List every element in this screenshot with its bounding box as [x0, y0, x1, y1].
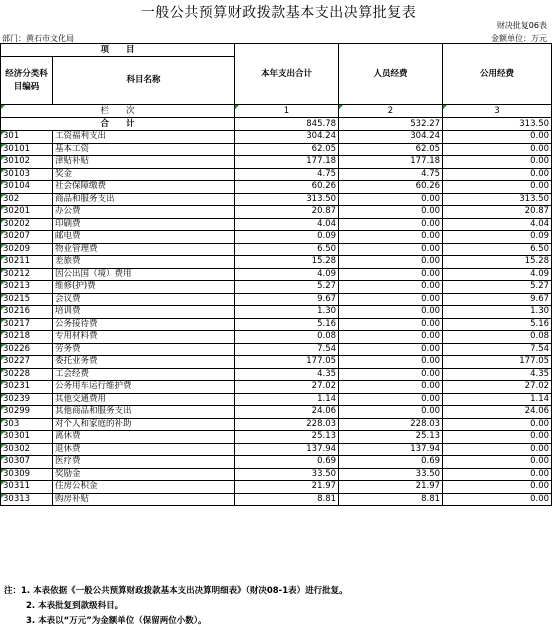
row-total-cell: 15.28	[235, 256, 339, 269]
table-row	[1, 206, 552, 219]
department-label: 部门：黄石市文化局	[2, 34, 74, 43]
row-personnel-cell: 0.00	[339, 281, 443, 294]
row-personnel-cell: 0.00	[339, 318, 443, 331]
row-personnel-cell: 0.00	[339, 331, 443, 344]
row-code-cell: 30313	[1, 493, 53, 506]
row-personnel-cell: 0.00	[339, 193, 443, 206]
row-total-cell: 6.50	[235, 243, 339, 256]
row-personnel-cell: 25.13	[339, 431, 443, 444]
row-personnel-cell: 0.00	[339, 206, 443, 219]
row-code-cell: 30212	[1, 268, 53, 281]
row-total-cell: 4.75	[235, 168, 339, 181]
report-title: 一般公共预算财政拨款基本支出决算批复表	[140, 5, 417, 21]
row-code-cell: 30104	[1, 181, 53, 194]
row-total-cell: 9.67	[235, 293, 339, 306]
row-total-cell: 60.26	[235, 181, 339, 194]
table-row	[1, 418, 552, 431]
table-row	[1, 231, 552, 244]
row-name-cell: 办公费	[53, 206, 235, 219]
table-row	[1, 156, 552, 169]
row-personnel-cell: 0.00	[339, 231, 443, 244]
row-total-cell: 8.81	[235, 493, 339, 506]
row-public-cell: 177.05	[443, 356, 552, 369]
row-personnel-cell: 60.26	[339, 181, 443, 194]
row-name-cell: 差旅费	[53, 256, 235, 269]
table-row	[1, 306, 552, 319]
row-public-cell: 5.16	[443, 318, 552, 331]
row-public-cell: 24.06	[443, 406, 552, 419]
form-code: 财决批复06表	[496, 21, 547, 30]
grand-total-value: 845.78	[235, 118, 339, 131]
row-public-cell: 313.50	[443, 193, 552, 206]
row-public-cell: 20.87	[443, 206, 552, 219]
row-code-cell: 303	[1, 418, 53, 431]
row-personnel-cell: 228.03	[339, 418, 443, 431]
row-code-cell: 30211	[1, 256, 53, 269]
personnel-column-header: 人员经费	[339, 44, 443, 105]
row-code-cell: 30103	[1, 168, 53, 181]
row-name-cell: 公务用车运行维护费	[53, 381, 235, 394]
row-code-cell: 30102	[1, 156, 53, 169]
row-public-cell: 0.00	[443, 443, 552, 456]
item-header: 项 目	[1, 44, 235, 57]
row-name-cell: 社会保障缴费	[53, 181, 235, 194]
row-total-cell: 4.09	[235, 268, 339, 281]
row-code-cell: 30226	[1, 343, 53, 356]
row-name-cell: 其他交通费用	[53, 393, 235, 406]
row-total-cell: 137.94	[235, 443, 339, 456]
row-personnel-cell: 0.00	[339, 256, 443, 269]
row-code-cell: 30202	[1, 218, 53, 231]
table-row	[1, 331, 552, 344]
row-public-cell: 0.00	[443, 468, 552, 481]
row-public-cell: 0.00	[443, 493, 552, 506]
row-name-cell: 委托业务费	[53, 356, 235, 369]
row-name-cell: 医疗费	[53, 456, 235, 469]
row-total-cell: 5.16	[235, 318, 339, 331]
row-total-cell: 228.03	[235, 418, 339, 431]
table-row	[1, 181, 552, 194]
row-personnel-cell: 304.24	[339, 131, 443, 144]
footnote: 注：1. 本表依据《一般公共预算财政拨款基本支出决算明细表》（财决08-1表）进行批复。	[4, 586, 348, 596]
table-row	[1, 143, 552, 156]
row-code-cell: 30307	[1, 456, 53, 469]
row-total-cell: 20.87	[235, 206, 339, 219]
row-public-cell: 7.54	[443, 343, 552, 356]
row-code-cell: 302	[1, 193, 53, 206]
row-total-cell: 0.69	[235, 456, 339, 469]
econ-code-header: 经济分类科目编码	[1, 57, 53, 105]
row-public-cell: 0.09	[443, 231, 552, 244]
row-public-cell: 0.00	[443, 168, 552, 181]
row-personnel-cell: 0.00	[339, 406, 443, 419]
table-row	[1, 381, 552, 394]
row-public-cell: 0.00	[443, 131, 552, 144]
row-personnel-cell: 21.97	[339, 481, 443, 494]
column-number: 1	[235, 105, 339, 118]
row-total-cell: 1.30	[235, 306, 339, 319]
table-row	[1, 131, 552, 144]
row-name-cell: 基本工资	[53, 143, 235, 156]
row-total-cell: 0.08	[235, 331, 339, 344]
row-name-cell: 购房补贴	[53, 493, 235, 506]
row-total-cell: 304.24	[235, 131, 339, 144]
row-name-cell: 专用材料费	[53, 331, 235, 344]
row-name-cell: 对个人和家庭的补助	[53, 418, 235, 431]
row-public-cell: 4.04	[443, 218, 552, 231]
row-code-cell: 301	[1, 131, 53, 144]
row-code-cell: 30299	[1, 406, 53, 419]
row-public-cell: 0.00	[443, 418, 552, 431]
row-name-cell: 工资福利支出	[53, 131, 235, 144]
grand-total-label: 合 计	[1, 118, 235, 131]
subject-name-header: 科目名称	[53, 57, 235, 105]
row-public-cell: 0.00	[443, 456, 552, 469]
row-name-cell: 工会经费	[53, 368, 235, 381]
total-column-header: 本年支出合计	[235, 44, 339, 105]
row-public-cell: 1.14	[443, 393, 552, 406]
table-row	[1, 318, 552, 331]
row-total-cell: 4.35	[235, 368, 339, 381]
row-code-cell: 30217	[1, 318, 53, 331]
row-public-cell: 0.00	[443, 181, 552, 194]
footnotes	[4, 584, 348, 629]
table-row	[1, 193, 552, 206]
row-code-cell: 30231	[1, 381, 53, 394]
row-code-cell: 30309	[1, 468, 53, 481]
row-name-cell: 奖金	[53, 168, 235, 181]
row-name-cell: 奖励金	[53, 468, 235, 481]
table-row	[1, 256, 552, 269]
row-code-cell: 30239	[1, 393, 53, 406]
row-total-cell: 177.05	[235, 356, 339, 369]
row-code-cell: 30216	[1, 306, 53, 319]
table-row	[1, 368, 552, 381]
row-total-cell: 33.50	[235, 468, 339, 481]
row-public-cell: 27.02	[443, 381, 552, 394]
table-row	[1, 393, 552, 406]
table-row	[1, 468, 552, 481]
row-total-cell: 1.14	[235, 393, 339, 406]
row-personnel-cell: 0.00	[339, 381, 443, 394]
row-total-cell: 313.50	[235, 193, 339, 206]
row-code-cell: 30101	[1, 143, 53, 156]
row-code-cell: 30311	[1, 481, 53, 494]
row-personnel-cell: 0.00	[339, 393, 443, 406]
row-total-cell: 177.18	[235, 156, 339, 169]
row-code-cell: 30207	[1, 231, 53, 244]
row-personnel-cell: 33.50	[339, 468, 443, 481]
row-code-cell: 30213	[1, 281, 53, 294]
row-total-cell: 7.54	[235, 343, 339, 356]
row-total-cell: 0.09	[235, 231, 339, 244]
row-name-cell: 维修(护)费	[53, 281, 235, 294]
table-row	[1, 431, 552, 444]
row-personnel-cell: 0.00	[339, 368, 443, 381]
row-personnel-cell: 0.00	[339, 343, 443, 356]
row-name-cell: 印刷费	[53, 218, 235, 231]
row-public-cell: 4.35	[443, 368, 552, 381]
row-personnel-cell: 4.75	[339, 168, 443, 181]
public-column-header: 公用经费	[443, 44, 552, 105]
row-personnel-cell: 177.18	[339, 156, 443, 169]
row-public-cell: 6.50	[443, 243, 552, 256]
footnote: 3. 本表以“万元”为金额单位（保留两位小数）。	[26, 616, 207, 626]
row-public-cell: 1.30	[443, 306, 552, 319]
row-total-cell: 5.27	[235, 281, 339, 294]
row-code-cell: 30301	[1, 431, 53, 444]
row-total-cell: 27.02	[235, 381, 339, 394]
row-public-cell: 0.08	[443, 331, 552, 344]
grand-total-value: 313.50	[443, 118, 552, 131]
column-number: 2	[339, 105, 443, 118]
row-name-cell: 离休费	[53, 431, 235, 444]
row-code-cell: 30215	[1, 293, 53, 306]
table-row	[1, 443, 552, 456]
row-personnel-cell: 0.00	[339, 243, 443, 256]
row-code-cell: 30228	[1, 368, 53, 381]
row-code-cell: 30218	[1, 331, 53, 344]
row-code-cell: 30227	[1, 356, 53, 369]
table-row	[1, 406, 552, 419]
row-name-cell: 其他商品和服务支出	[53, 406, 235, 419]
row-code-cell: 30302	[1, 443, 53, 456]
row-public-cell: 5.27	[443, 281, 552, 294]
row-name-cell: 公务接待费	[53, 318, 235, 331]
table-row	[1, 293, 552, 306]
row-personnel-cell: 62.05	[339, 143, 443, 156]
table-row	[1, 456, 552, 469]
row-name-cell: 津贴补贴	[53, 156, 235, 169]
footnote: 2. 本表批复到款级科目。	[26, 601, 124, 611]
row-personnel-cell: 137.94	[339, 443, 443, 456]
row-total-cell: 25.13	[235, 431, 339, 444]
row-name-cell: 因公出国（境）费用	[53, 268, 235, 281]
row-personnel-cell: 8.81	[339, 493, 443, 506]
table-row	[1, 343, 552, 356]
row-personnel-cell: 0.00	[339, 306, 443, 319]
column-number: 3	[443, 105, 552, 118]
row-public-cell: 0.00	[443, 481, 552, 494]
column-index-label: 栏 次	[1, 105, 235, 118]
table-row	[1, 493, 552, 506]
row-personnel-cell: 0.00	[339, 293, 443, 306]
row-name-cell: 退休费	[53, 443, 235, 456]
row-personnel-cell: 0.00	[339, 268, 443, 281]
row-name-cell: 培训费	[53, 306, 235, 319]
row-name-cell: 住房公积金	[53, 481, 235, 494]
row-name-cell: 会议费	[53, 293, 235, 306]
row-name-cell: 劳务费	[53, 343, 235, 356]
row-public-cell: 15.28	[443, 256, 552, 269]
table-row	[1, 281, 552, 294]
table-row	[1, 243, 552, 256]
row-total-cell: 21.97	[235, 481, 339, 494]
row-code-cell: 30209	[1, 243, 53, 256]
row-public-cell: 9.67	[443, 293, 552, 306]
table-row	[1, 168, 552, 181]
row-total-cell: 62.05	[235, 143, 339, 156]
row-total-cell: 24.06	[235, 406, 339, 419]
row-name-cell: 邮电费	[53, 231, 235, 244]
row-code-cell: 30201	[1, 206, 53, 219]
table-row	[1, 218, 552, 231]
grand-total-value: 532.27	[339, 118, 443, 131]
row-personnel-cell: 0.00	[339, 356, 443, 369]
row-total-cell: 4.04	[235, 218, 339, 231]
row-name-cell: 物业管理费	[53, 243, 235, 256]
budget-table	[0, 43, 552, 506]
row-public-cell: 0.00	[443, 143, 552, 156]
row-personnel-cell: 0.69	[339, 456, 443, 469]
row-public-cell: 4.09	[443, 268, 552, 281]
row-personnel-cell: 0.00	[339, 218, 443, 231]
table-row	[1, 268, 552, 281]
row-name-cell: 商品和服务支出	[53, 193, 235, 206]
table-row	[1, 356, 552, 369]
row-public-cell: 0.00	[443, 431, 552, 444]
table-row	[1, 481, 552, 494]
unit-label: 金额单位：万元	[491, 34, 547, 43]
row-public-cell: 0.00	[443, 156, 552, 169]
